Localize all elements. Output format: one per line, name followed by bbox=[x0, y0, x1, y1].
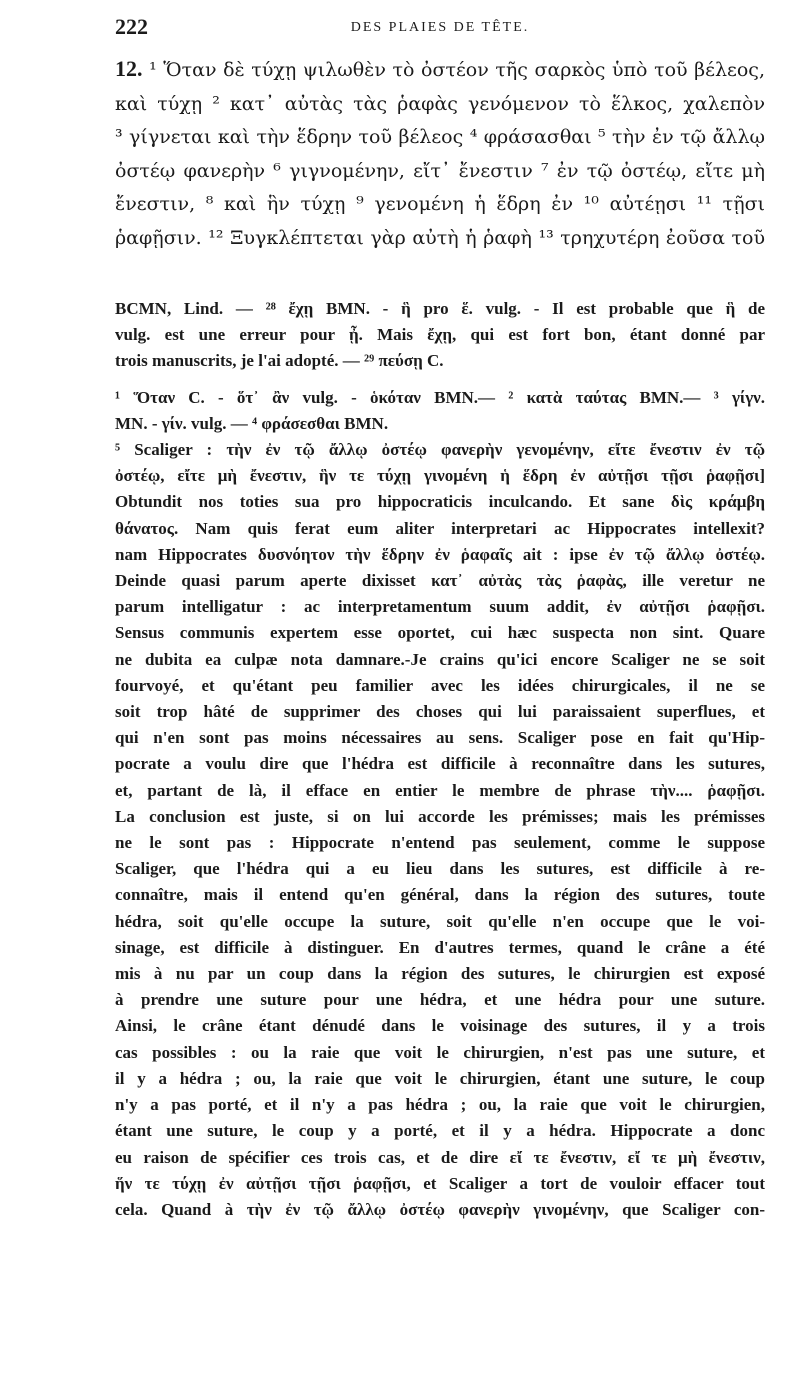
section-number: 12. bbox=[115, 56, 143, 81]
note-line: à prendre une suture pour une hédra, et une hédra pour une suture. bbox=[115, 990, 765, 1010]
note-line: n'y a pas porté, et il n'y a pas hédra ; ou, la raie que voit le chirurgien, bbox=[115, 1095, 765, 1115]
note-line: étant une suture, le coup y a porté, et il y a hédra. Hippocrate a donc bbox=[115, 1121, 765, 1141]
note-line: ne dubita ea culpæ nota damnare.-Je crains qu'ici encore Scaliger ne se soit bbox=[115, 649, 765, 669]
greek-text-line: 12. ¹ Ὅταν δὲ τύχῃ ψιλωθὲν τὸ ὀστέον τῆς σαρκὸς ὑπὸ τοῦ βέλεος, bbox=[115, 56, 765, 81]
note-line: ¹ Ὅταν C. - ὅτ᾽ ἂν vulg. - ὁκόταν BMN.— ² κατὰ ταύτας BMN.— ³ γίγν. bbox=[115, 387, 765, 407]
note-line: mis à nu par un coup dans la région des sutures, le chirurgien est exposé bbox=[115, 964, 765, 984]
note-line: sinage, est difficile à distinguer. En d'autres termes, quand le crâne a été bbox=[115, 937, 765, 957]
note-line: connaître, mais il entend qu'en général, dans la région des sutures, toute bbox=[115, 885, 765, 905]
note-line: pocrate a voulu dire que l'hédra est difficile à reconnaître dans les sutures, bbox=[115, 754, 765, 774]
footnotes bbox=[115, 296, 765, 1223]
note-line: MN. - γίν. vulg. — ⁴ φράσεσθαι BMN. bbox=[115, 413, 389, 433]
note-line: Scaliger, que l'hédra qui a eu lieu dans les sutures, est difficile à re- bbox=[115, 859, 765, 879]
greek-text-line: καὶ τύχῃ ² κατ᾽ αὐτὰς τὰς ῥαφὰς γενόμενον τὸ ἕλκος, χαλεπὸν bbox=[115, 92, 765, 115]
note-line: Obtundit nos toties sua pro hippocraticis inculcando. Et sane δὶς κράμβη bbox=[115, 492, 765, 512]
note-line: fourvoyé, et qu'étant peu familier avec les idées chirurgicales, il ne se bbox=[115, 675, 765, 695]
note-line: et, partant de là, il efface en entier le membre de phrase τὴν.... ῥαφῇσι. bbox=[115, 780, 765, 800]
note-line: vulg. est une erreur pour ᾖ. Mais ἔχῃ, qui est fort bon, étant donné par bbox=[115, 325, 765, 345]
greek-main-text bbox=[115, 52, 765, 256]
note-line: Deinde quasi parum aperte dixisset κατ᾽ αὐτὰς τὰς ῥαφὰς, ille veretur ne bbox=[115, 571, 765, 591]
note-line: θάνατος. Nam quis ferat eum aliter interpretari ac Hippocrates intellexit? bbox=[115, 518, 765, 538]
note-line: cela. Quand à τὴν ἐν τῷ ἄλλῳ ὀστέῳ φανερὴν γινομένην, que Scaliger con- bbox=[115, 1199, 765, 1219]
note-line: ὀστέῳ, εἴτε μὴ ἔνεστιν, ἣν τε τύχῃ γινομένη ἡ ἕδρη ἐν αὐτῇσι τῇσι ῥαφῇσι] bbox=[115, 466, 765, 486]
greek-text-line: ῥαφῇσιν. ¹² Ξυγκλέπτεται γὰρ αὐτὴ ἡ ῥαφὴ ¹³ τρηχυτέρη ἐοῦσα τοῦ bbox=[115, 226, 765, 249]
note-line: ἥν τε τύχῃ ἐν αὐτῇσι τῇσι ῥαφῇσι, et Scaliger a tort de vouloir effacer tout bbox=[115, 1173, 765, 1193]
note-line: BCMN, Lind. — ²⁸ ἔχῃ BMN. - ἣ pro ἕ. vulg. - Il est probable que ἣ de bbox=[115, 299, 765, 318]
note-line: Sensus communis expertem esse oportet, cui hæc suspecta non sint. Quare bbox=[115, 623, 765, 643]
note-line: ne le sont pas : Hippocrate n'entend pas seulement, comme le suppose bbox=[115, 833, 765, 853]
page-number: 222 bbox=[115, 14, 148, 39]
note-line: il y a hédra ; ou, la raie que voit le chirurgien, étant une suture, le coup bbox=[115, 1068, 765, 1088]
greek-text-line: ἔνεστιν, ⁸ καὶ ἣν τύχῃ ⁹ γενομένη ἡ ἕδρη ἐν ¹⁰ αὐτέῃσι ¹¹ τῇσι bbox=[115, 193, 765, 216]
note-line: eu raison de spécifier ces trois cas, et de dire εἴ τε ἔνεστιν, εἴ τε μὴ ἔνεστιν, bbox=[115, 1147, 765, 1167]
greek-text-line: ὀστέῳ φανερὴν ⁶ γιγνομένην, εἴτ᾽ ἔνεστιν ⁷ ἐν τῷ ὀστέῳ, εἴτε μὴ bbox=[115, 159, 765, 182]
running-title: DES PLAIES DE TÊTE. bbox=[350, 20, 530, 35]
greek-text-line: ³ γίγνεται καὶ τὴν ἕδρην τοῦ βέλεος ⁴ φράσασθαι ⁵ τὴν ἐν τῷ ἄλλῳ bbox=[115, 126, 765, 149]
note-line: cas possibles : ou la raie que voit le chirurgien, n'est pas une suture, et bbox=[115, 1042, 765, 1062]
note-line: trois manuscrits, je l'ai adopté. — ²⁹ πεύσῃ C. bbox=[115, 351, 444, 371]
note-line: hédra, soit qu'elle occupe la suture, soit qu'elle n'en occupe que le voi- bbox=[115, 911, 765, 931]
note-line: parum intelligatur : ac interpretamentum suum addit, ἐν αὐτῇσι ῥαφῇσι. bbox=[115, 597, 765, 617]
page-header bbox=[115, 14, 765, 44]
note-line: ⁵ Scaliger : τὴν ἐν τῷ ἄλλῳ ὀστέῳ φανερὴν γενομένην, εἴτε ἔνεστιν ἐν τῷ bbox=[115, 440, 765, 460]
note-line: nam Hippocrates δυσνόητον τὴν ἕδρην ἐν ῥαφαῖς ait : ipse ἐν τῷ ἄλλῳ ὀστέῳ. bbox=[115, 544, 765, 564]
note-line: soit trop hâté de supprimer des choses qui lui paraissaient superflues, et bbox=[115, 702, 765, 722]
note-line: La conclusion est juste, si on lui accorde les prémisses; mais les prémisses bbox=[115, 806, 765, 826]
note-line: Ainsi, le crâne étant dénudé dans le voisinage des sutures, il y a trois bbox=[115, 1016, 765, 1036]
note-line: qui n'en sont pas moins nécessaires au sens. Scaliger pose en fait qu'Hip- bbox=[115, 728, 765, 748]
